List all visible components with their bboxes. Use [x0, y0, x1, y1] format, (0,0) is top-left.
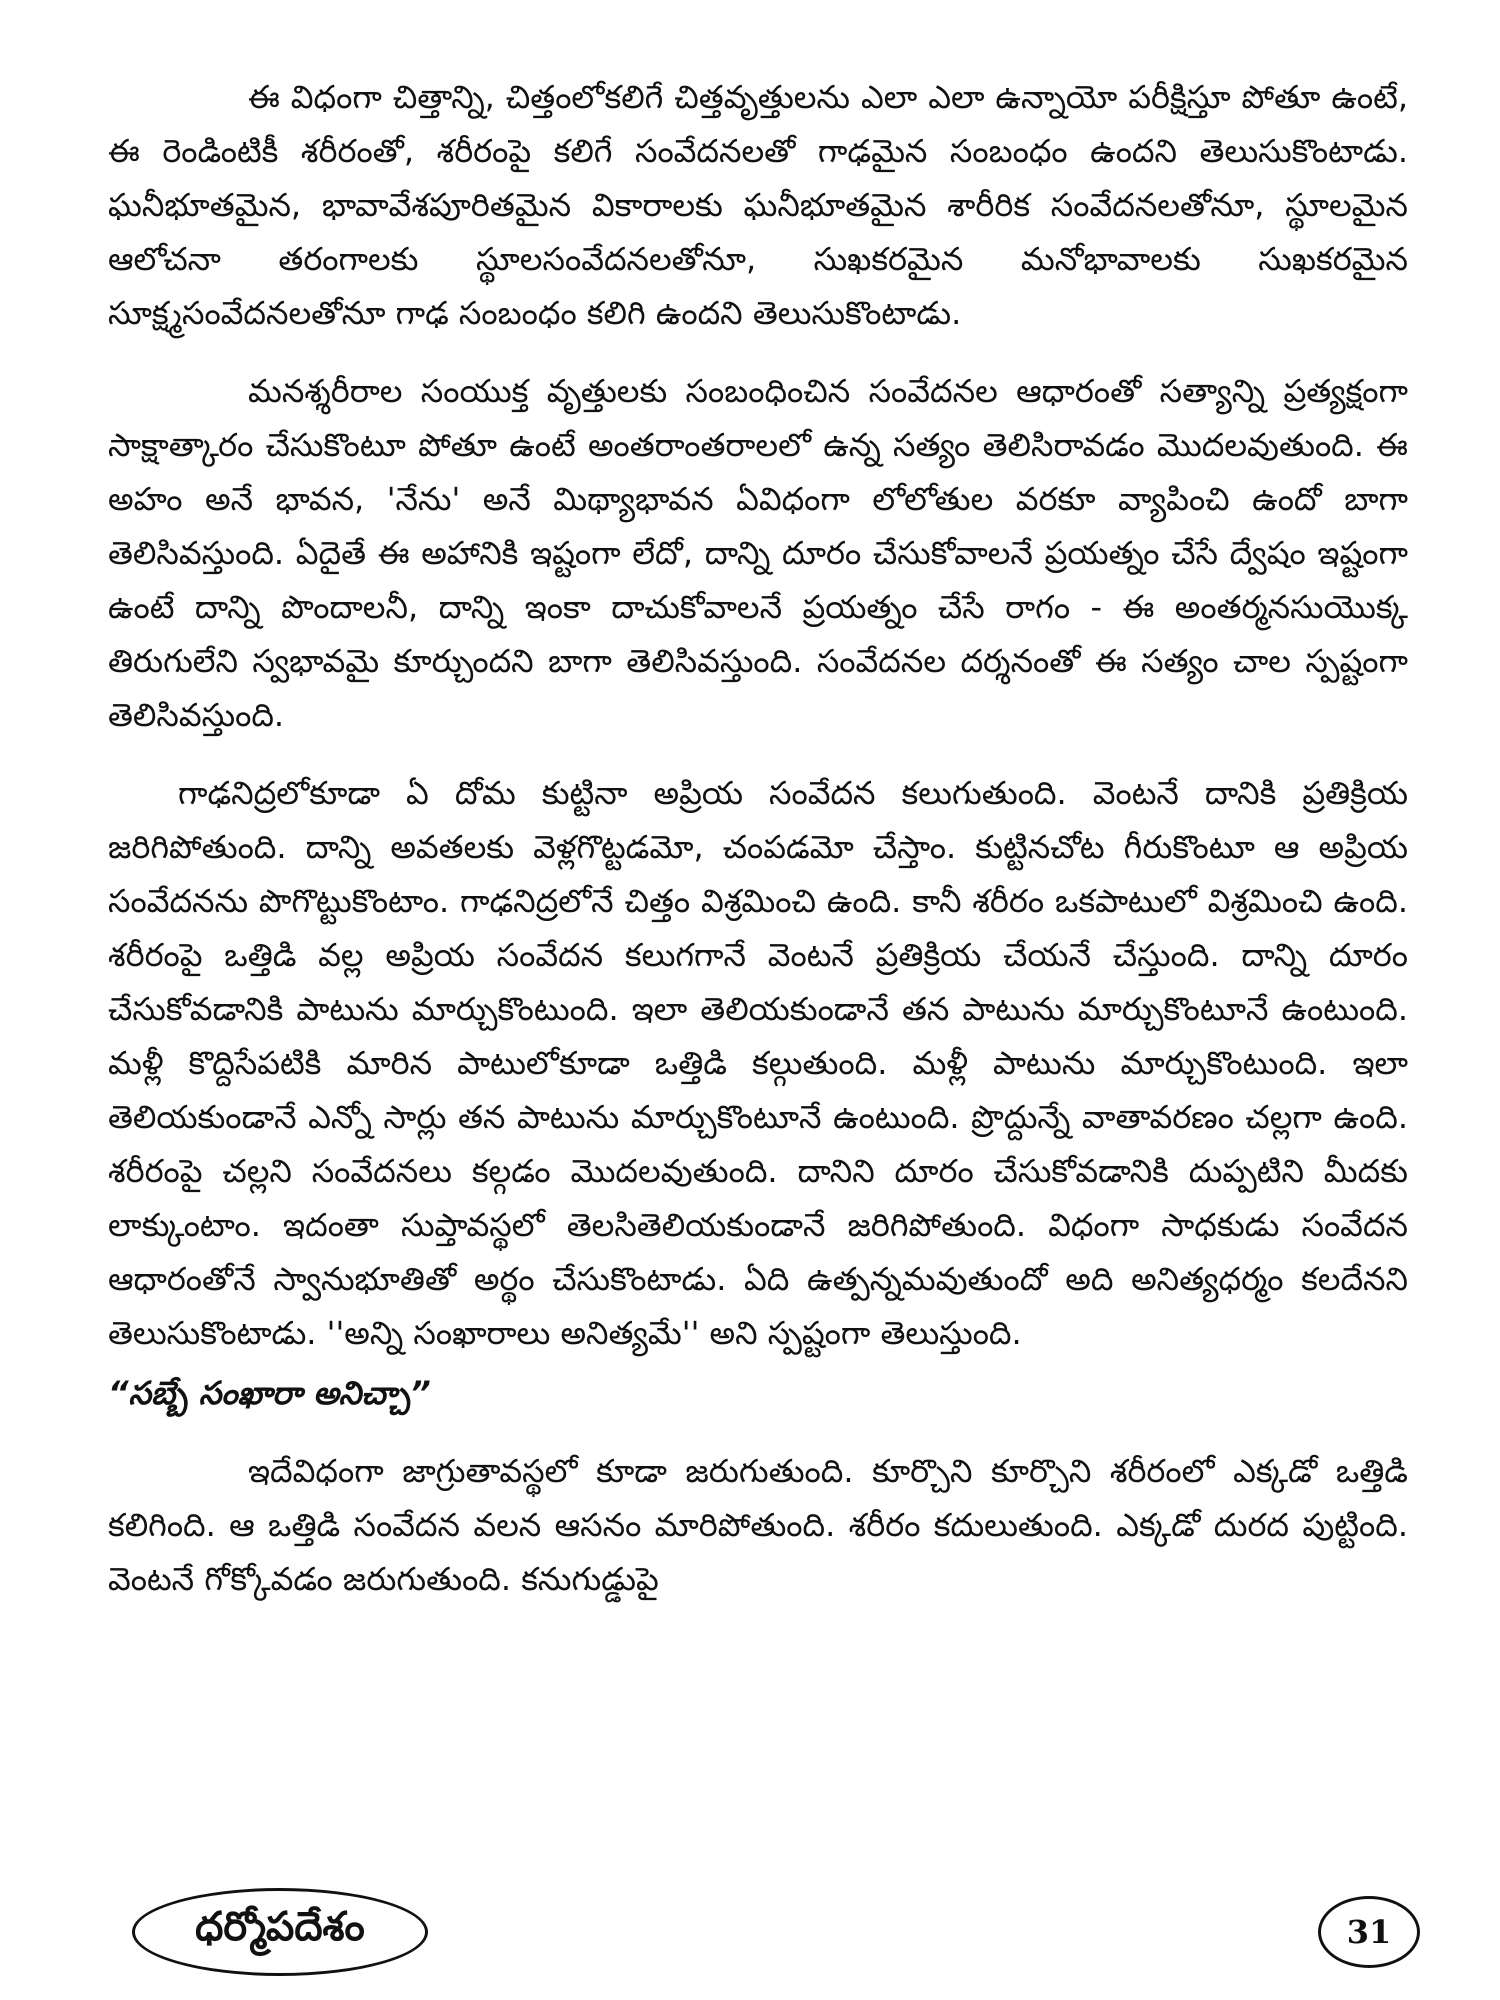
page-number: 31 [1318, 1896, 1420, 1968]
page-body [108, 70, 1408, 1630]
pali-quote: “సబ్బే సంఖారా అనిచ్చా” [108, 1374, 431, 1412]
paragraph-1: ఈ విధంగా చిత్తాన్ని, చిత్తంలోకలిగే చిత్తవృత్తులను ఎలా ఎలా ఉన్నాయో పరీక్షిస్తూ పోతూ ఉంటే, ఈ రెండింటికీ శరీరంతో, శరీరంపై కలిగే సంవేదనలతో గాఢమైన సంబంధం ఉందని తెలుసుకొంటాడు. ఘనీభూతమైన, భావావేశపూరితమైన వికారాలకు ఘనీభూతమైన శారీరిక సంవేదనలతోనూ, స్థూలమైన ఆలోచనా తరంగాలకు స్థూలసంవేదనలతోనూ, సుఖకరమైన మనోభావాలకు సుఖకరమైన సూక్ష్మసంవేదనలతోనూ గాఢ సంబంధం కలిగి ఉందని తెలుసుకొంటాడు. [108, 78, 1408, 332]
paragraph-3: గాఢనిద్రలోకూడా ఏ దోమ కుట్టినా అప్రియ సంవేదన కలుగుతుంది. వెంటనే దానికి ప్రతిక్రియ జరిగిపోతుంది. దాన్ని అవతలకు వెళ్లగొట్టడమో, చంపడమో చేస్తాం. కుట్టినచోట గీరుకొంటూ ఆ అప్రియ సంవేదనను పొగొట్టుకొంటాం. గాఢనిద్రలోనే చిత్తం విశ్రమించి ఉంది. కానీ శరీరం ఒకపాటులో విశ్రమించి ఉంది. శరీరంపై ఒత్తిడి వల్ల అప్రియ సంవేదన కలుగగానే వెంటనే ప్రతిక్రియ చేయనే చేస్తుంది. దాన్ని దూరం చేసుకోవడానికి పాటును మార్చుకొంటుంది. ఇలా తెలియకుండానే తన పాటును మార్చుకొంటూనే ఉంటుంది. మళ్లీ కొద్దిసేపటికి మారిన పాటులోకూడా ఒత్తిడి కల్గుతుంది. మళ్లీ పాటును మార్చుకొంటుంది. ఇలా తెలియకుండానే ఎన్నో సార్లు తన పాటును మార్చుకొంటూనే ఉంటుంది. ప్రొద్దున్నే వాతావరణం చల్లగా ఉంది. శరీరంపై చల్లని సంవేదనలు కల్గడం మొదలవుతుంది. దానిని దూరం చేసుకోవడానికి దుప్పటిని మీదకు లాక్కుంటాం. ఇదంతా సుప్తావస్థలో తెలసితెలియకుండానే జరిగిపోతుంది. విధంగా సాధకుడు సంవేదన ఆధారంతోనే స్వానుభూతితో అర్థం చేసుకొంటాడు. ఏది ఉత్పన్నమవుతుందో అది అనిత్యధర్మం కలదేనని తెలుసుకొంటాడు. ''అన్ని సంఖారాలు అనిత్యమే'' అని స్పష్టంగా తెలుస్తుంది. [108, 774, 1408, 1352]
paragraph-4: ఇదేవిధంగా జాగ్రుతావస్థలో కూడా జరుగుతుంది. కూర్చొని కూర్చొని శరీరంలో ఎక్కడో ఒత్తిడి కలిగింది. ఆ ఒత్తిడి సంవేదన వలన ఆసనం మారిపోతుంది. శరీరం కదులుతుంది. ఎక్కడో దురద పుట్టింది. వెంటనే గోక్కోవడం జరుగుతుంది. కనుగుడ్డుపై [108, 1452, 1408, 1598]
paragraph-2: మనశ్శరీరాల సంయుక్త వృత్తులకు సంబంధించిన సంవేదనల ఆధారంతో సత్యాన్ని ప్రత్యక్షంగా సాక్షాత్కారం చేసుకొంటూ పోతూ ఉంటే అంతరాంతరాలలో ఉన్న సత్యం తెలిసిరావడం మొదలవుతుంది. ఈ అహం అనే భావన, 'నేను' అనే మిథ్యాభావన ఏవిధంగా లోలోతుల వరకూ వ్యాపించి ఉందో బాగా తెలిసివస్తుంది. ఏదైతే ఈ అహానికి ఇష్టంగా లేదో, దాన్ని దూరం చేసుకోవాలనే ప్రయత్నం చేసే ద్వేషం ఇష్టంగా ఉంటే దాన్ని పొందాలనీ, దాన్ని ఇంకా దాచుకోవాలనే ప్రయత్నం చేసే రాగం - ఈ అంతర్మనసుయొక్క తిరుగులేని స్వభావమై కూర్చుందని బాగా తెలిసివస్తుంది. సంవేదనల దర్శనంతో ఈ సత్యం చాల స్పష్టంగా తెలిసివస్తుంది. [108, 372, 1408, 734]
footer-book-title: ధర్మోపదేశం [132, 1888, 428, 1976]
